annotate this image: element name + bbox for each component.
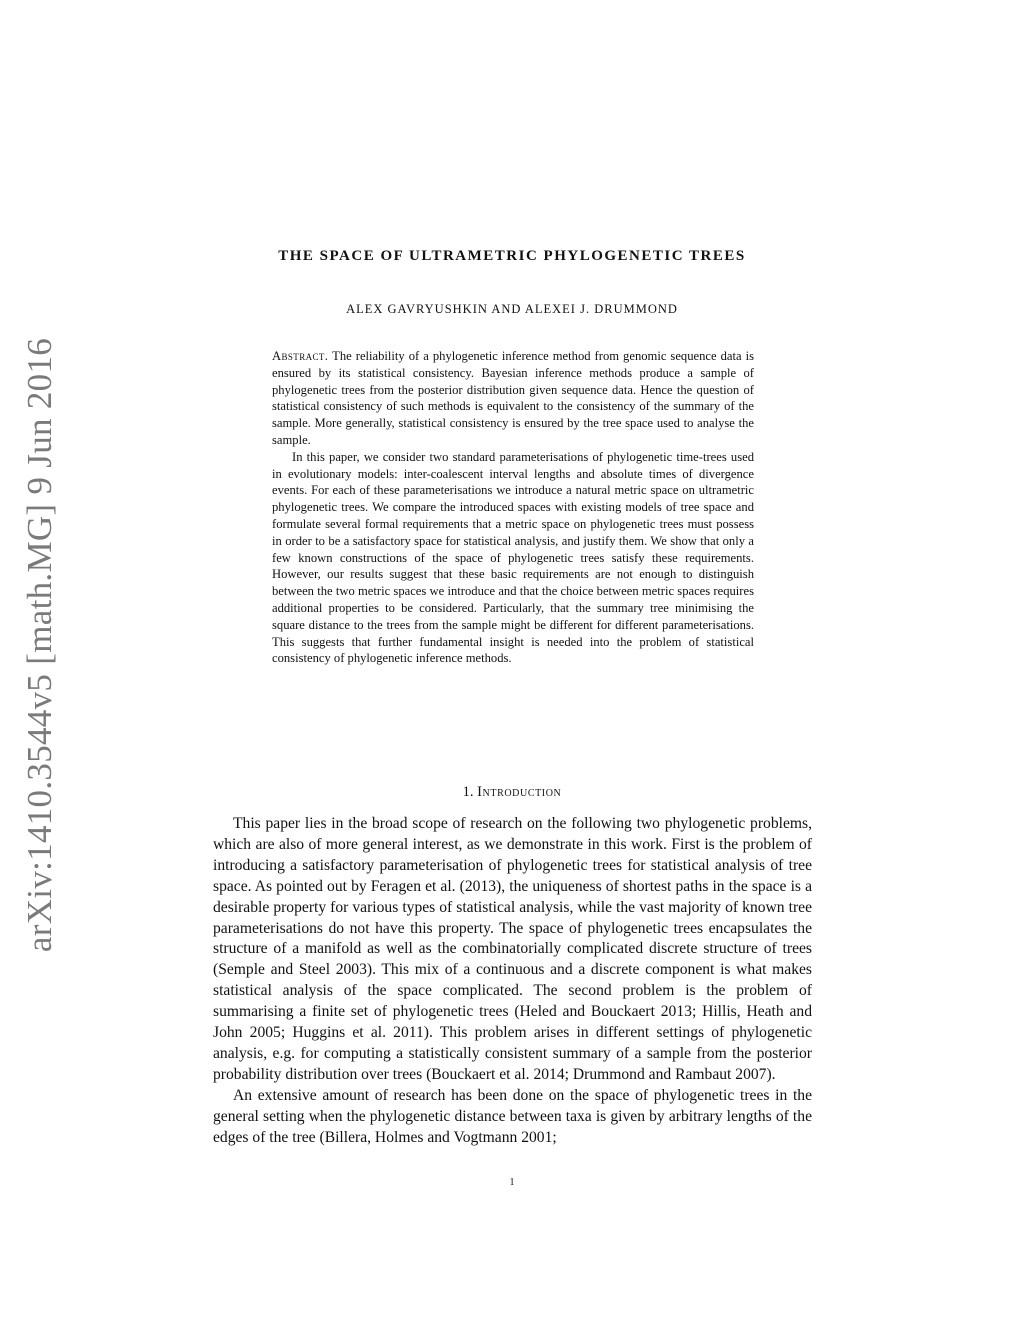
page-number: 1: [509, 1177, 515, 1188]
abstract: [272, 348, 754, 667]
abstract-paragraph-2: In this paper, we consider two standard parameterisations of phylogenetic time-trees used in evolutionary models: inter-coalescent interval lengths and absolute times of divergence events. For each of these parameterisations we introduce a natural metric space on ultrametric phylogenetic trees. We compare the introduced spaces with existing models of tree space and formulate several formal requirements that a metric space on phylogenetic trees must possess in order to be a satisfactory space for statistical analysis, and justify them. We show that only a few known constructions of the space of phylogenetic trees satisfy these requirements. However, our results suggest that these basic requirements are not enough to distinguish between the two metric spaces we introduce and that the choice between metric spaces requires additional properties to be considered. Particularly, that the summary tree minimising the square distance to the trees from the sample might be different for different parameterisations. This suggests that further fundamental insight is needed into the problem of statistical consistency of phylogenetic inference methods.: [272, 449, 754, 666]
arxiv-side-stamp: [0, 0, 80, 1325]
abstract-text-1: The reliability of a phylogenetic inference method from genomic sequence data is ensured by its statistical consistency. Bayesian inference methods produce a sample of phylogenetic trees from the posterior distribution given sequence data. Hence the question of statistical consistency of such methods is equivalent to the consistency of the summary of the sample. More generally, statistical consistency is ensured by the tree space used to analyse the sample.: [272, 349, 754, 447]
body-paragraph-2: An extensive amount of research has been done on the space of phylogenetic trees in the general setting when the phylogenetic distance between taxa is given by arbitrary lengths of the edges of the tree (Billera, Holmes and Vogtmann 2001;: [213, 1086, 812, 1146]
body-text: [213, 814, 812, 1149]
section-title: Introduction: [477, 784, 562, 800]
paper-authors: ALEX GAVRYUSHKIN AND ALEXEI J. DRUMMOND: [346, 302, 678, 316]
section-number: 1.: [462, 784, 474, 800]
abstract-paragraph-1: [272, 348, 754, 449]
abstract-label: Abstract.: [272, 349, 329, 363]
body-paragraph-1: This paper lies in the broad scope of research on the following two phylogenetic problems, which are also of more general interest, as we demonstrate in this work. First is the problem of introducing a satisfactory parameterisation of phylogenetic trees for statistical analysis of tree space. As pointed out by Feragen et al. (2013), the uniqueness of shortest paths in the space is a desirable property for various types of statistical analysis, while the vast majority of known tree parameterisations do not have this property. The space of phylogenetic trees encapsulates the structure of a manifold as well as the combinatorially complicated discrete structure of trees (Semple and Steel 2003). This mix of a continuous and a discrete component is what makes statistical analysis of the space complicated. The second problem is the problem of summarising a finite set of phylogenetic trees (Heled and Bouckaert 2013; Hillis, Heath and John 2005; Huggins et al. 2011). This problem arises in different settings of phylogenetic analysis, e.g. for computing a statistically consistent summary of a sample from the posterior probability distribution over trees (Bouckaert et al. 2014; Drummond and Rambaut 2007).: [213, 815, 812, 1083]
section-heading: [0, 784, 1024, 801]
arxiv-identifier: arXiv:1410.3544v5 [math.MG] 9 Jun 2016: [20, 337, 59, 953]
paper-title: THE SPACE OF ULTRAMETRIC PHYLOGENETIC TREES: [278, 248, 746, 264]
